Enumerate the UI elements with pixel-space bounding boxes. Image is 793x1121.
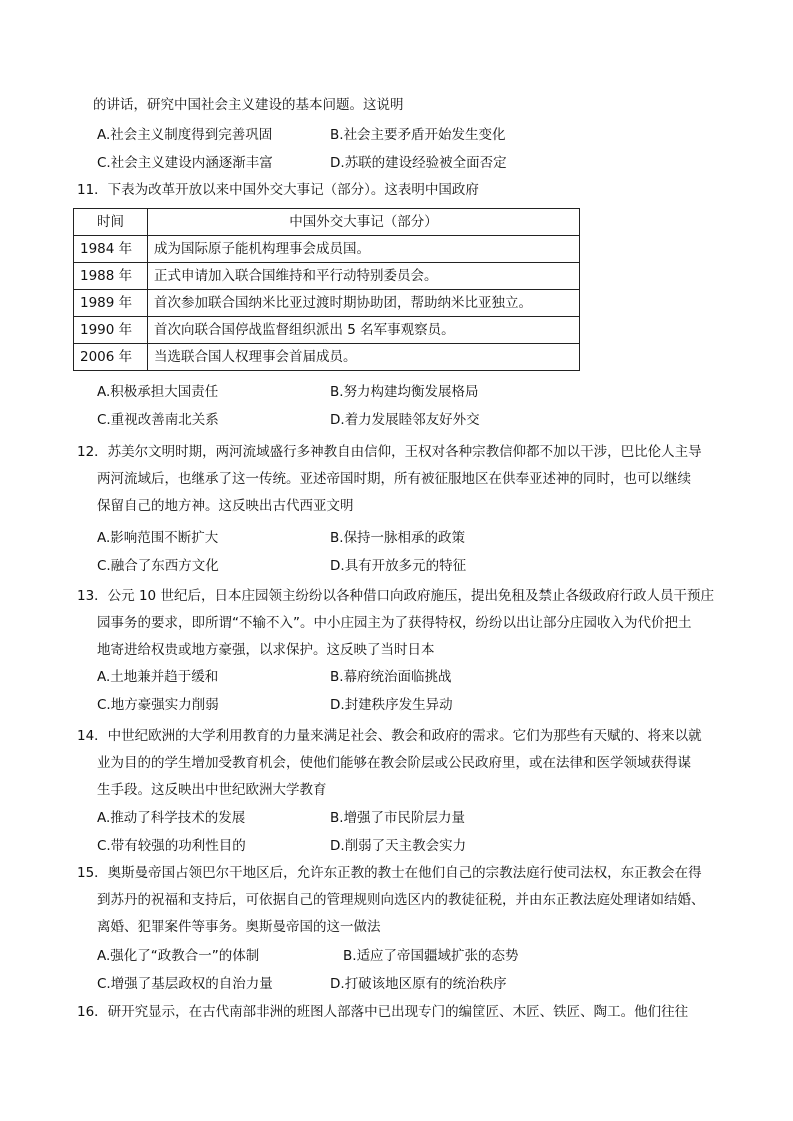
option-letter: A. — [97, 810, 111, 826]
table-cell-event: 首次参加联合国纳米比亚过渡时期协助团，帮助纳米比亚独立。 — [148, 290, 580, 317]
option-letter: A. — [97, 530, 111, 546]
table-row — [74, 344, 580, 371]
table-cell-year: 2006 年 — [74, 344, 148, 371]
option-letter: B. — [343, 948, 357, 964]
option-letter: B. — [330, 669, 344, 685]
question-15-stem-line-2: 到苏丹的祝福和支持后，可依据自己的管理规则向选区内的教徒征税，并由东正教法庭处理诸如结婚、 — [97, 892, 705, 908]
question-14-stem-line-2: 业为目的的学生增加受教育机会，使他们能够在教会阶层或公民政府里，或在法律和医学领域获得谋 — [97, 755, 691, 771]
table-cell-event: 首次向联合国停战监督组织派出 5 名军事观察员。 — [148, 317, 580, 344]
q13-option-c — [97, 695, 219, 715]
option-text: 推动了科学技术的发展 — [110, 810, 246, 826]
question-14-stem-line-3: 生手段。这反映出中世纪欧洲大学教育 — [97, 782, 327, 798]
q12-option-d — [330, 556, 466, 576]
q13-option-b — [330, 667, 452, 687]
option-letter: A. — [97, 948, 111, 964]
question-13-stem-line-3: 地寄进给权贵或地方豪强，以求保护。这反映了当时日本 — [97, 642, 435, 658]
option-letter: C. — [97, 976, 111, 992]
table-row — [74, 290, 580, 317]
option-text: 带有较强的功利性目的 — [110, 838, 246, 854]
option-letter: C. — [97, 412, 111, 428]
question-16-stem-line-1: 16．研开究显示，在古代南部非洲的班图人部落中已出现专门的编筐匠、木匠、铁匠、陶工。他们往往 — [77, 1004, 689, 1020]
q12-option-b — [330, 528, 465, 548]
question-11-stem: 11．下表为改革开放以来中国外交大事记（部分）。这表明中国政府 — [77, 182, 479, 198]
q15-option-c — [97, 974, 273, 994]
option-letter: A. — [97, 127, 111, 143]
q15-option-b — [343, 946, 519, 966]
table-cell-year: 1984 年 — [74, 236, 148, 263]
question-10-stem-tail: 的讲话，研究中国社会主义建设的基本问题。这说明 — [93, 97, 404, 113]
q14-option-c — [97, 836, 246, 856]
q11-option-c — [97, 410, 219, 430]
option-letter: A. — [97, 669, 111, 685]
diplomacy-events-table — [73, 208, 580, 371]
option-text: 强化了“政教合一”的体制 — [110, 948, 260, 964]
q14-option-a — [97, 808, 245, 828]
option-text: 社会主义建设内涵逐渐丰富 — [110, 155, 273, 171]
table-row — [74, 236, 580, 263]
q10-option-c — [97, 153, 273, 173]
table-cell-year: 1989 年 — [74, 290, 148, 317]
table-header-row — [74, 209, 580, 236]
option-letter: D. — [330, 155, 345, 171]
table-cell-year: 1988 年 — [74, 263, 148, 290]
q15-option-a — [97, 946, 259, 966]
q12-option-a — [97, 528, 218, 548]
option-text: 增强了市民阶层力量 — [343, 810, 466, 826]
table-cell-event: 正式申请加入联合国维持和平行动特别委员会。 — [148, 263, 580, 290]
option-text: 幕府统治面临挑战 — [343, 669, 452, 685]
q13-option-a — [97, 667, 218, 687]
question-14-stem-line-1: 14．中世纪欧洲的大学利用教育的力量来满足社会、教会和政府的需求。它们为那些有天赋的、将来以就 — [77, 728, 702, 744]
q11-option-a — [97, 382, 218, 402]
option-text: 地方豪强实力削弱 — [110, 697, 219, 713]
q11-option-b — [330, 382, 479, 402]
option-letter: D. — [330, 838, 345, 854]
option-letter: D. — [330, 412, 345, 428]
option-letter: B. — [330, 810, 344, 826]
option-letter: A. — [97, 384, 111, 400]
option-text: 削弱了天主教会实力 — [344, 838, 467, 854]
option-text: 重视改善南北关系 — [110, 412, 219, 428]
option-letter: D. — [330, 976, 345, 992]
question-12-stem-line-2: 两河流域后，也继承了这一传统。亚述帝国时期，所有被征服地区在供奉亚述神的同时，也可以继续 — [97, 471, 691, 487]
q12-option-c — [97, 556, 219, 576]
question-15-stem-line-1: 15．奥斯曼帝国占领巴尔干地区后，允许东正教的教士在他们自己的宗教法庭行使司法权，东正教会在得 — [77, 865, 702, 881]
option-text: 融合了东西方文化 — [110, 558, 219, 574]
option-letter: B. — [330, 384, 344, 400]
q14-option-d — [330, 836, 466, 856]
question-15-stem-line-3: 离婚、犯罪案件等事务。奥斯曼帝国的这一做法 — [97, 919, 381, 935]
option-letter: D. — [330, 558, 345, 574]
q10-option-d — [330, 153, 507, 173]
question-12-stem-line-3: 保留自己的地方神。这反映出古代西亚文明 — [97, 498, 354, 514]
option-text: 苏联的建设经验被全面否定 — [344, 155, 507, 171]
q11-option-d — [330, 410, 480, 430]
option-letter: B. — [330, 127, 344, 143]
q13-option-d — [330, 695, 453, 715]
option-text: 影响范围不断扩大 — [110, 530, 219, 546]
option-letter: C. — [97, 155, 111, 171]
table-header-events: 中国外交大事记（部分） — [148, 209, 580, 236]
option-text: 土地兼并趋于缓和 — [110, 669, 219, 685]
option-text: 着力发展睦邻友好外交 — [344, 412, 480, 428]
question-12-stem-line-1: 12．苏美尔文明时期，两河流域盛行多神教自由信仰，王权对各种宗教信仰都不加以干涉，巴比伦人主导 — [77, 444, 702, 460]
option-text: 打破该地区原有的统治秩序 — [344, 976, 507, 992]
option-text: 社会主义制度得到完善巩固 — [110, 127, 273, 143]
question-13-stem-line-1: 13．公元 10 世纪后，日本庄园领主纷纷以各种借口向政府施压，提出免租及禁止各级政府行政人员干预庄 — [77, 588, 714, 604]
option-text: 保持一脉相承的政策 — [343, 530, 466, 546]
table-row — [74, 263, 580, 290]
q10-option-b — [330, 125, 506, 145]
option-text: 适应了帝国疆域扩张的态势 — [356, 948, 519, 964]
option-text: 增强了基层政权的自治力量 — [110, 976, 273, 992]
option-letter: B. — [330, 530, 344, 546]
table-row — [74, 317, 580, 344]
table-cell-event: 成为国际原子能机构理事会成员国。 — [148, 236, 580, 263]
q15-option-d — [330, 974, 507, 994]
option-text: 社会主要矛盾开始发生变化 — [343, 127, 506, 143]
q10-option-a — [97, 125, 272, 145]
option-letter: C. — [97, 838, 111, 854]
table-header-time: 时间 — [74, 209, 148, 236]
option-letter: D. — [330, 697, 345, 713]
option-text: 具有开放多元的特征 — [344, 558, 467, 574]
table-cell-year: 1990 年 — [74, 317, 148, 344]
option-text: 积极承担大国责任 — [110, 384, 219, 400]
option-text: 努力构建均衡发展格局 — [343, 384, 479, 400]
option-letter: C. — [97, 558, 111, 574]
question-13-stem-line-2: 园事务的要求，即所谓“不输不入”。中小庄园主为了获得特权，纷纷以出让部分庄园收入为代价把土 — [97, 615, 692, 631]
option-text: 封建秩序发生异动 — [344, 697, 453, 713]
q14-option-b — [330, 808, 465, 828]
option-letter: C. — [97, 697, 111, 713]
table-cell-event: 当选联合国人权理事会首届成员。 — [148, 344, 580, 371]
